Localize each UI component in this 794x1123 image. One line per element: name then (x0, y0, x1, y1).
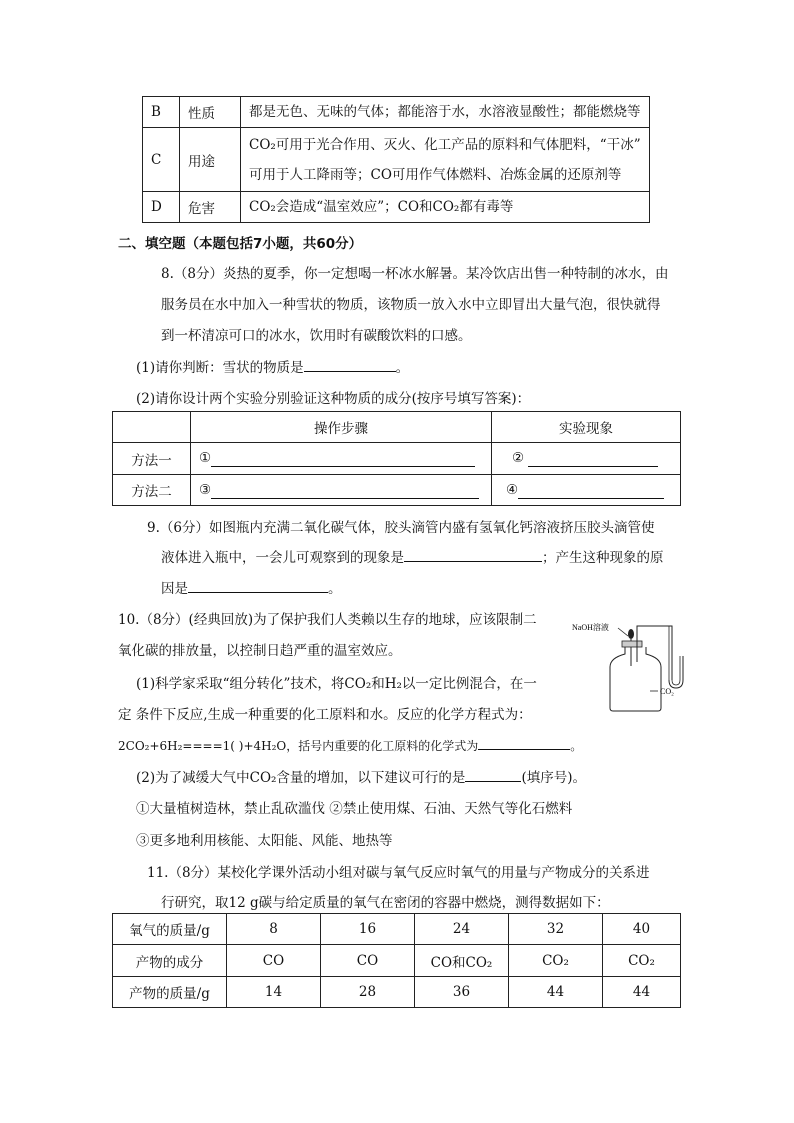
table-cell: CO₂ (603, 945, 681, 977)
table-cell: 40 (603, 914, 681, 945)
data-table (112, 913, 681, 1008)
q8-line: 8.（8分）炎热的夏季，你一定想喝一杯冰水解暑。某冷饮店出售一种特制的冰水，由 (161, 266, 669, 282)
phenom-cell (492, 475, 681, 506)
q9-line (161, 546, 664, 566)
equation-suffix: 。 (570, 739, 583, 753)
table-cell: 36 (415, 977, 509, 1008)
q10-option-line: ①大量植树造林，禁止乱砍滥伐 ②禁止使用煤、石油、天然气等化石燃料 (136, 801, 573, 817)
table-cell: 44 (509, 977, 603, 1008)
row-content: 都是无色、无味的气体；都能溶于水，水溶液显酸性；都能燃烧等 (241, 97, 650, 128)
naoh-label: NaOH溶液 (572, 623, 609, 632)
table-cell: CO (227, 945, 321, 977)
step-cell (191, 443, 492, 475)
q8-sub2: (2)请你设计两个实验分别验证这种物质的成分(按序号填写答案)： (136, 391, 531, 407)
phenom-marker: ④ (506, 481, 519, 498)
phenom-cell (492, 443, 681, 475)
answer-blank[interactable] (404, 547, 542, 562)
table-cell: 44 (603, 977, 681, 1008)
q9-line2-prefix: 液体进入瓶中，一会儿可观察到的现象是 (161, 550, 404, 566)
answer-blank[interactable] (211, 450, 475, 467)
table-cell: CO₂ (509, 945, 603, 977)
answer-blank[interactable] (518, 482, 664, 499)
table-row (143, 128, 650, 192)
row-id: D (143, 192, 180, 223)
table-row (143, 192, 650, 223)
method-label: 方法二 (113, 475, 191, 506)
answer-blank[interactable] (211, 482, 479, 499)
table-cell: 8 (227, 914, 321, 945)
q10-line (136, 766, 586, 786)
q10-sub2-suffix: (填序号)。 (521, 770, 586, 786)
q9-line2-suffix: ；产生这种现象的原 (542, 550, 664, 566)
table-row (113, 977, 681, 1008)
table-cell: 14 (227, 977, 321, 1008)
answer-blank[interactable] (478, 735, 570, 750)
q9-line: 9.（6分）如图瓶内充满二氧化碳气体，胶头滴管内盛有氢氧化钙溶液挤压胶头滴管使 (147, 520, 655, 536)
answer-blank[interactable] (465, 767, 521, 782)
q8-sub1-suffix: 。 (395, 360, 410, 376)
equation: 2CO₂+6H₂====1( )+4H₂O，括号内重要的化工原料的化学式为 (118, 739, 479, 753)
step-marker: ③ (199, 481, 212, 498)
row-category: 用途 (180, 128, 241, 192)
q9-line3-suffix: 。 (328, 581, 342, 597)
q9-line (161, 577, 342, 597)
q8-line: 服务员在水中加入一种雪状的物质，该物质一放入水中立即冒出大量气泡，很快就得 (161, 297, 661, 313)
q8-sub1-prefix: (1)请你判断：雪状的物质是 (136, 360, 304, 376)
row-label: 氧气的质量/g (113, 914, 227, 945)
header-cell: 实验现象 (492, 412, 681, 443)
q8-line: 到一杯清凉可口的冰水，饮用时有碳酸饮料的口感。 (161, 328, 472, 344)
apparatus-figure (570, 612, 690, 712)
table-row (113, 443, 681, 475)
row-content-line: CO₂可用于光合作用、灭火、化工产品的原料和气体肥料，“干冰” (249, 136, 641, 153)
experiment-table (112, 411, 681, 506)
row-id: C (143, 128, 180, 192)
q8-sub1 (136, 356, 409, 376)
q11-line: 行研究，取12 g碳与给定质量的氧气在密闭的容器中燃烧，测得数据如下： (161, 895, 610, 911)
table-row (113, 412, 681, 443)
table-cell: CO和CO₂ (415, 945, 509, 977)
step-cell (191, 475, 492, 506)
row-content-line: 可用于人工降雨等；CO可用作气体燃料、冶炼金属的还原剂等 (249, 166, 622, 183)
header-cell (113, 412, 191, 443)
q10-line: 定 条件下反应,生成一种重要的化工原料和水。反应的化学方程式为： (118, 707, 532, 723)
co2-label: CO₂ (660, 687, 674, 696)
table-cell: CO (321, 945, 415, 977)
header-cell: 操作步骤 (191, 412, 492, 443)
table-row (113, 914, 681, 945)
section-heading: 二、填空题（本题包括7小题，共60分） (118, 236, 363, 252)
answer-blank[interactable] (304, 357, 396, 372)
table-row (113, 475, 681, 506)
q10-option-line: ③更多地利用核能、太阳能、风能、地热等 (136, 833, 393, 849)
q10-sub2-prefix: (2)为了减缓大气中CO₂含量的增加，以下建议可行的是 (136, 770, 466, 786)
row-category: 性质 (180, 97, 241, 128)
table-cell: 16 (321, 914, 415, 945)
table-row (143, 97, 650, 128)
answer-blank[interactable] (528, 450, 658, 467)
row-category: 危害 (180, 192, 241, 223)
row-label: 产物的质量/g (113, 977, 227, 1008)
row-content: CO₂会造成“温室效应”；CO和CO₂都有毒等 (241, 192, 650, 223)
method-label: 方法一 (113, 443, 191, 475)
row-content (241, 128, 650, 192)
q10-line: (1)科学家采取“组分转化”技术，将CO₂和H₂以一定比例混合，在一 (136, 676, 537, 692)
q10-line: 氧化碳的排放量，以控制日趋严重的温室效应。 (118, 643, 402, 659)
phenom-marker: ② (512, 450, 525, 466)
table-row (113, 945, 681, 977)
q11-line: 11.（8分）某校化学课外活动小组对碳与氧气反应时氧气的用量与产物成分的关系进 (147, 865, 650, 881)
table-cell: 28 (321, 977, 415, 1008)
q10-equation-line (118, 735, 582, 754)
table-cell: 24 (415, 914, 509, 945)
properties-table (142, 96, 650, 223)
answer-blank[interactable] (188, 578, 328, 593)
step-marker: ① (199, 450, 212, 466)
row-id: B (143, 97, 180, 128)
q9-line3-prefix: 因是 (161, 581, 188, 597)
q10-line: 10.（8分）(经典回放)为了保护我们人类赖以生存的地球，应该限制二 (118, 612, 537, 628)
table-cell: 32 (509, 914, 603, 945)
row-label: 产物的成分 (113, 945, 227, 977)
